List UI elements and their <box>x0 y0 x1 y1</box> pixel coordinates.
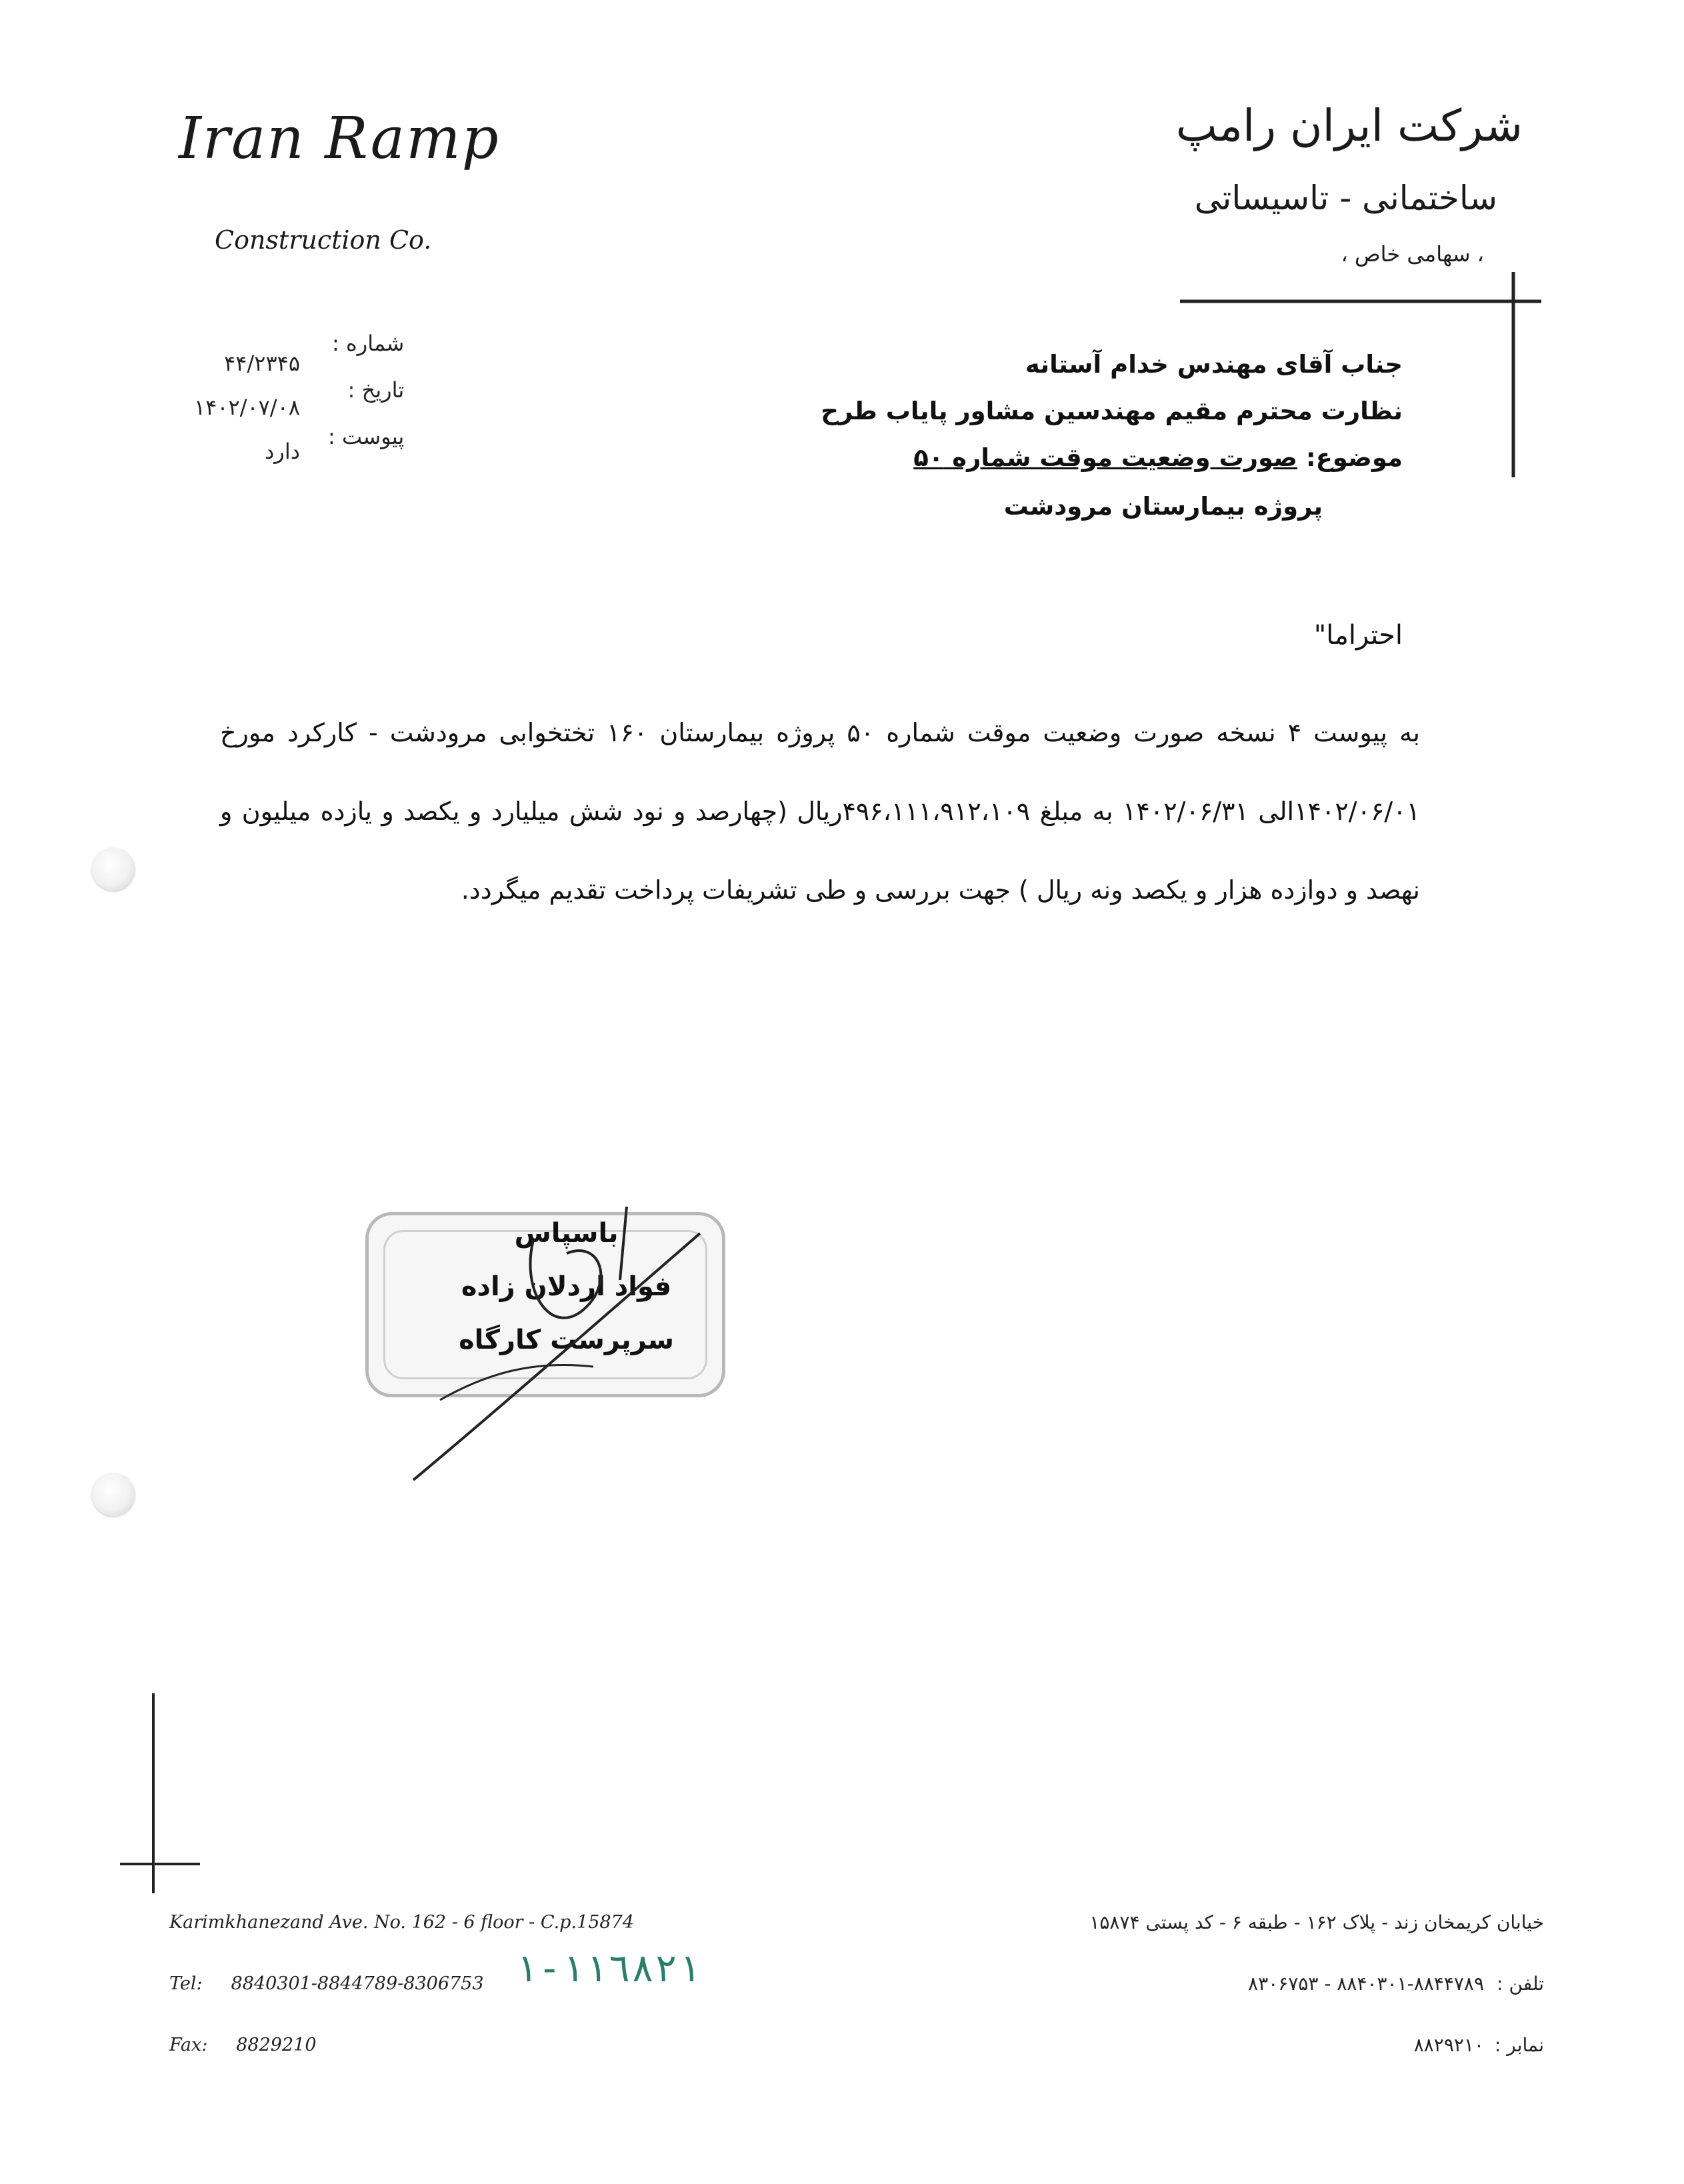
footer-tel-label-en: Tel: <box>169 1973 203 1994</box>
attachment-label: پیوست : <box>328 424 405 449</box>
subject-line <box>821 435 1403 481</box>
recipient-block <box>821 341 1403 481</box>
company-logo-english: Iran Ramp <box>179 105 500 172</box>
footer-fax-en: 8829210 <box>236 2035 317 2055</box>
handwritten-signature <box>400 1200 747 1507</box>
number-value: ۴۴/۲۳۴۵ <box>224 351 300 376</box>
attachment-value: دارد <box>265 439 300 464</box>
footer-fax-en-row <box>169 2015 634 2076</box>
company-name-persian: شرکت ایران رامپ <box>1175 100 1523 151</box>
recipient-organization: نظارت محترم مقیم مهندسین مشاور پایاب طرح <box>821 397 1403 425</box>
footer-address-en: Karimkhanezand Ave. No. 162 - 6 floor - C.p.15874 <box>169 1912 634 1933</box>
project-name: پروژه بیمارستان مرودشت <box>1003 492 1323 521</box>
binder-hole-top <box>92 848 135 891</box>
subject-value: صورت وضعیت موقت شماره ۵۰ <box>913 443 1297 472</box>
signature-closing: باسپاس <box>514 1218 619 1249</box>
company-status-persian: ، سهامی خاص ، <box>1341 241 1484 267</box>
signer-title: سرپرست کارگاه <box>459 1325 674 1355</box>
date-value: ۱۴۰۲/۰۷/۰۸ <box>193 395 300 420</box>
company-type-persian: ساختمانی - تاسیساتی <box>1194 179 1497 217</box>
footer-fax-fa: ۸۸۲۹۲۱۰ <box>1413 2034 1484 2056</box>
footer-tel-fa: ۸۸۴۰۳۰۱-۸۸۴۴۷۸۹ - ۸۳۰۶۷۵۳ <box>1248 1973 1484 1995</box>
footer-persian-values <box>1248 1892 1484 2076</box>
subject-label: موضوع: <box>1305 443 1403 472</box>
body-paragraph: به پیوست ۴ نسخه صورت وضعیت موقت شماره ۵۰ پروژه بیمارستان ۱۶۰ تختخوابی مرودشت - کارکرد مورخ ۱۴۰۲/۰۶/۰۱الی ۱۴۰۲/۰۶/۳۱ به مبلغ ۴۹۶،۱۱۱،۹۱۲،۱۰۹ریال (چهارصد و نود شش میلیارد و یکصد و یازده میلیون و نهصد و دوازده هزار و یکصد ونه ریال ) جهت بررسی و طی تشریفات پرداخت تقدیم میگردد. <box>220 718 1421 905</box>
footer-tel-en: 8840301-8844789-8306753 <box>231 1973 484 1994</box>
binder-hole-bottom <box>92 1473 135 1516</box>
recipient-name: جناب آقای مهندس خدام آستانه <box>1025 350 1403 379</box>
meta-values <box>153 341 300 473</box>
footer-fax-label-en: Fax: <box>169 2035 208 2055</box>
footer-address-fa: خیابان کریمخان زند - پلاک ۱۶۲ - طبقه ۶ - کد پستی ۱۵۸۷۴ <box>1089 1911 1544 1933</box>
greeting: احتراما" <box>1313 620 1403 651</box>
meta-labels <box>328 320 404 460</box>
handwritten-number: ١١٦٨٢١-١ <box>515 1945 701 1991</box>
date-label: تاریخ : <box>347 377 405 403</box>
signer-name: فواد اردلان زاده <box>461 1271 672 1302</box>
number-label: شماره : <box>332 331 405 356</box>
company-subtitle-english: Construction Co. <box>215 225 432 255</box>
footer-tel-label-fa: تلفن : <box>1497 1973 1544 1995</box>
footer-fax-label-fa: نمابر : <box>1494 2034 1544 2056</box>
